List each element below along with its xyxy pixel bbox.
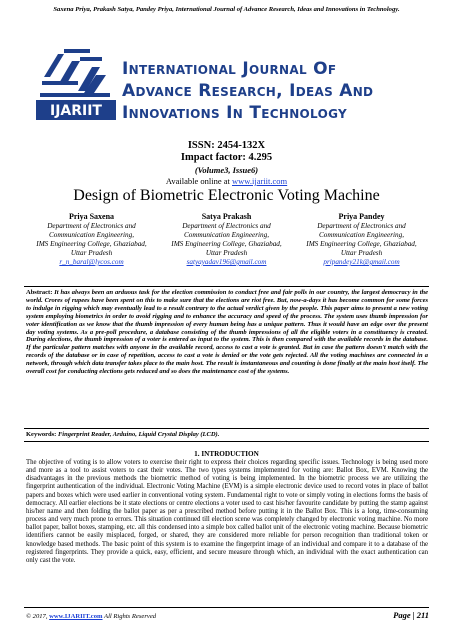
author-state: Uttar Pradesh bbox=[340, 249, 383, 257]
abstract-label: Abstract: bbox=[26, 289, 53, 296]
footer-website-link[interactable]: www.IJARIIT.com bbox=[49, 613, 103, 620]
volume-issue: (Volume3, Issue6) bbox=[194, 165, 259, 175]
author-block bbox=[294, 212, 429, 267]
paper-title: Design of Biometric Electronic Voting Machine bbox=[73, 187, 380, 204]
keywords-text: Fingerprint Reader, Arduino, Liquid Crystal Display (LCD). bbox=[57, 431, 220, 438]
issn: ISSN: 2454-132X bbox=[187, 140, 266, 151]
author-block bbox=[159, 212, 294, 267]
ijariit-logo bbox=[36, 45, 116, 133]
keywords-rule bbox=[24, 441, 429, 442]
abstract-text: It has always been an arduous task for the election commission to conduct free and fair polls in our country, the largest democracy in the world. Crores of rupees have been spent on this to make sure that the elections are riot free. But, now-a-days it has become common for some forces to indulge in rigging which may eventually lead to a result contrary to the actual verdict given by the people. This paper aims to present a new voting system employing biometrics in order to avoid rigging and to enhance the accuracy and speed of the process. The system uses thumb impression for voter identification as we know that the thumb impression of every human being has a unique pattern. Thus it would have an edge over the present day voting systems. As a pre-poll procedure, a database consisting of the thumb impressions of all the eligible voters in a constituency is created. During elections, the thumb impression of a voter is entered as input to the system. This is then compared with the available records in the database. If the particular pattern matches with anyone in the available record, access to cast a vote is granted. But in case the pattern doesn't match with the records of the database or in case of repetition, access to cast a vote is denied or the vote gets rejected. All the voting machines are connected in a network, through which data transfer takes place to the main host. The result is instantaneous and counting is done finally at the main host itself. The overall cost for conducting elections gets reduced and so does the maintenance cost of the systems. bbox=[26, 289, 429, 376]
abstract-bottom-rule bbox=[24, 428, 429, 429]
journal-title-line-2: Advance Research, Ideas And bbox=[122, 81, 374, 101]
author-state: Uttar Pradesh bbox=[70, 249, 113, 257]
logo-text: IJARIIT bbox=[49, 103, 103, 119]
author-state: Uttar Pradesh bbox=[205, 249, 248, 257]
available-online bbox=[0, 176, 453, 186]
author-department: Department of Electronics and Communication Engineering, bbox=[182, 222, 271, 239]
abstract-top-rule bbox=[24, 286, 429, 287]
journal-website-link[interactable]: www.ijariit.com bbox=[232, 176, 288, 186]
keywords bbox=[26, 431, 428, 438]
author-college: IMS Engineering College, Ghaziabad, bbox=[36, 240, 147, 248]
running-head: Saxena Priya, Prakash Satya, Pandey Priya, International Journal of Advance Research, Ideas and Innovations in Technology. bbox=[53, 6, 400, 13]
journal-title-line-1: International Journal Of bbox=[122, 59, 337, 79]
available-prefix: Available online at bbox=[165, 176, 232, 186]
introduction-text: The objective of voting is to allow voters to exercise their right to express their choices regarding specific issues. Technology is being used more and more as a tool to assist voters to cast their votes. The two types systems implemented for voting are: Ballot Box, EVM. Knowing the disadvantages in the previous methods the biometric method of voting is being implemented. In the biometric process we are utilizing the fingerprint authentication of the individual. Electronic Voting Machine (EVM) is a simple electronic device used to record votes in place of ballot papers and boxes which were used earlier in conventional voting system. Fundamental right to vote or simply voting in elections forms the basis of democracy. All earlier elections be it state elections or centre elections a voter used to cast his/her favourite candidate by putting the stamp against his/her name and then folding the ballot paper as per a prescribed method before putting it in the Ballot Box. This is a long, time-consuming process and very much prone to errors. This situation continued till election scene was completely changed by electronic voting machine. No more ballot paper, ballot boxes, stamping, etc. all this condensed into a simple box called ballot unit of the electronic voting machine. Because biometric identifiers cannot be easily misplaced, forged, or shared, they are considered more reliable for person recognition than traditional token or knowledge based methods. The basic point of this system is to examine the fingerprint image of an individual and compare it to a database of the registered fingerprints. They provide a quick, easy, efficient, and secure measure through which, an individual with the exact authentication can only cast the vote. bbox=[26, 459, 428, 564]
author-list bbox=[24, 212, 429, 267]
author-email[interactable]: pripandey21k@gmail.com bbox=[323, 258, 400, 266]
keywords-label: Keywords: bbox=[26, 431, 57, 438]
author-department: Department of Electronics and Communication Engineering, bbox=[47, 222, 136, 239]
author-email[interactable]: satyayadav196@gmail.com bbox=[186, 258, 267, 266]
footer-copyright bbox=[26, 613, 156, 620]
impact-factor: Impact factor: 4.295 bbox=[180, 152, 273, 163]
author-name: Priya Pandey bbox=[338, 212, 385, 221]
journal-title bbox=[122, 58, 422, 124]
author-college: IMS Engineering College, Ghaziabad, bbox=[171, 240, 282, 248]
section-heading: 1. INTRODUCTION bbox=[194, 450, 259, 458]
author-name: Satya Prakash bbox=[201, 212, 252, 221]
author-college: IMS Engineering College, Ghaziabad, bbox=[306, 240, 417, 248]
journal-title-line-3: Innovations In Technology bbox=[122, 103, 347, 123]
footer-suffix: All Rights Reserved bbox=[102, 613, 157, 620]
author-department: Department of Electronics and Communication Engineering, bbox=[317, 222, 406, 239]
author-email[interactable]: r_n_baral@lycos.com bbox=[59, 258, 124, 266]
abstract bbox=[26, 289, 428, 376]
footer-prefix: © 2017, bbox=[26, 613, 50, 620]
author-name: Priya Saxena bbox=[68, 212, 115, 221]
page-number: Page | 211 bbox=[393, 610, 429, 620]
author-block bbox=[24, 212, 159, 267]
footer-rule bbox=[24, 607, 429, 608]
